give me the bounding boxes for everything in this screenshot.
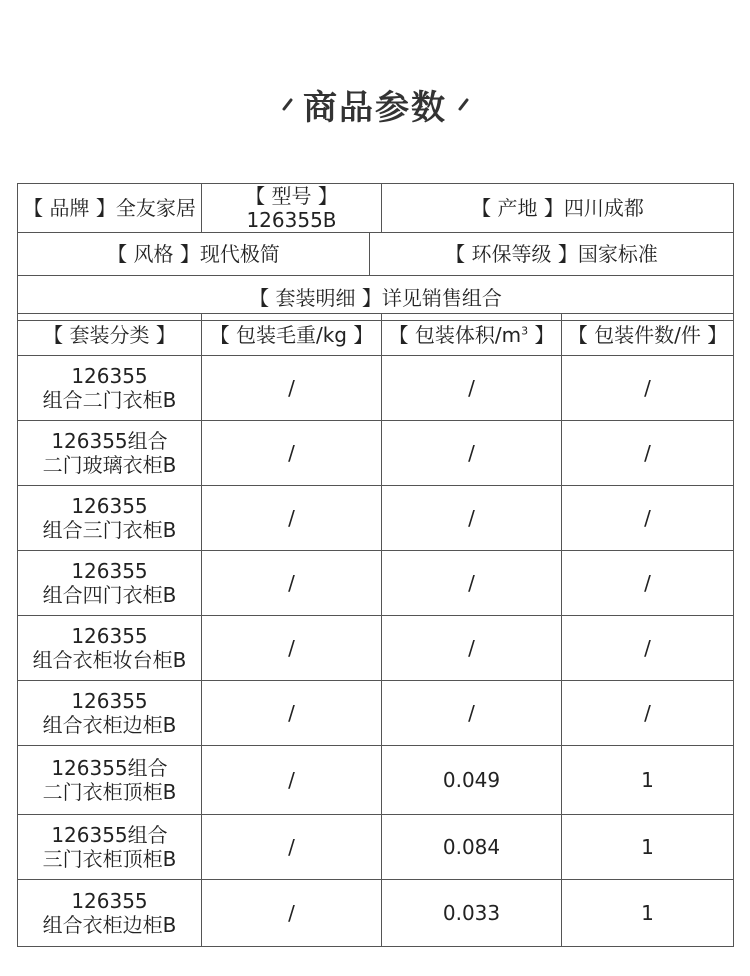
category-name-line1: 126355 (71, 624, 148, 648)
category-cell (18, 356, 202, 421)
table-row (18, 421, 734, 486)
category-name-line1: 126355 (71, 494, 148, 518)
table-row (18, 815, 734, 880)
volume-cell: 0.033 (382, 880, 562, 947)
category-cell (18, 616, 202, 681)
category-cell (18, 880, 202, 947)
volume-cell: 0.084 (382, 815, 562, 880)
table-row (18, 356, 734, 421)
category-name-line2: 组合衣柜边柜B (42, 713, 177, 737)
volume-cell: 0.049 (382, 746, 562, 815)
volume-cell: / (382, 486, 562, 551)
count-cell: / (562, 616, 734, 681)
slash-decoration-icon (281, 97, 293, 111)
column-header-volume (382, 314, 562, 356)
column-header-category: 【 套装分类 】 (18, 314, 202, 356)
column-header-weight: 【 包装毛重/kg 】 (202, 314, 382, 356)
weight-cell: / (202, 746, 382, 815)
category-name-line1: 126355 (71, 689, 148, 713)
package-table (17, 313, 734, 947)
category-name-line2: 三门衣柜顶柜B (42, 847, 177, 871)
weight-cell: / (202, 356, 382, 421)
page-title: 商品参数 (303, 87, 447, 128)
table-row (18, 551, 734, 616)
category-name-line1: 126355组合 (51, 429, 168, 453)
count-cell: / (562, 356, 734, 421)
volume-cell: / (382, 616, 562, 681)
count-cell: 1 (562, 746, 734, 815)
column-header-count: 【 包装件数/件 】 (562, 314, 734, 356)
weight-cell: / (202, 815, 382, 880)
table-row (18, 681, 734, 746)
origin-cell: 【 产地 】四川成都 (382, 184, 734, 233)
volume-cell: / (382, 421, 562, 486)
set-detail-cell: 【 套装明细 】详见销售组合 (18, 276, 734, 321)
table-header-row (18, 314, 734, 356)
category-name-line1: 126355 (71, 559, 148, 583)
category-cell (18, 746, 202, 815)
category-name-line2: 组合三门衣柜B (42, 518, 177, 542)
volume-header-sup: 3 (521, 323, 529, 337)
weight-cell: / (202, 681, 382, 746)
category-name-line2: 二门玻璃衣柜B (42, 453, 177, 477)
category-cell (18, 421, 202, 486)
weight-cell: / (202, 421, 382, 486)
table-row (18, 880, 734, 947)
weight-cell: / (202, 486, 382, 551)
count-cell: / (562, 551, 734, 616)
model-cell: 【 型号 】126355B (202, 184, 382, 233)
category-name-line2: 组合衣柜妆台柜B (32, 648, 187, 672)
count-cell: / (562, 421, 734, 486)
weight-cell: / (202, 616, 382, 681)
spec-table (17, 183, 734, 321)
category-name-line1: 126355 (71, 889, 148, 913)
volume-cell: / (382, 681, 562, 746)
category-cell (18, 815, 202, 880)
table-row (18, 746, 734, 815)
count-cell: 1 (562, 880, 734, 947)
category-cell (18, 551, 202, 616)
weight-cell: / (202, 551, 382, 616)
count-cell: / (562, 681, 734, 746)
style-cell: 【 风格 】现代极简 (18, 233, 370, 276)
weight-cell: / (202, 880, 382, 947)
category-name-line2: 组合二门衣柜B (42, 388, 177, 412)
info-row-style (18, 233, 734, 276)
slash-decoration-icon (457, 97, 469, 111)
category-cell (18, 681, 202, 746)
category-name-line2: 二门衣柜顶柜B (42, 780, 177, 804)
volume-cell: / (382, 551, 562, 616)
category-name-line2: 组合四门衣柜B (42, 583, 177, 607)
table-row (18, 486, 734, 551)
category-name-line1: 126355 (71, 364, 148, 388)
volume-header-prefix: 【 包装体积/m (388, 322, 522, 347)
info-row-basic (18, 184, 734, 233)
table-row (18, 616, 734, 681)
category-name-line2: 组合衣柜边柜B (42, 913, 177, 937)
count-cell: / (562, 486, 734, 551)
volume-header-suffix: 】 (528, 322, 555, 347)
brand-cell: 【 品牌 】全友家居 (18, 184, 202, 233)
category-cell (18, 486, 202, 551)
page-title-bar (0, 76, 750, 132)
volume-cell: / (382, 356, 562, 421)
category-name-line1: 126355组合 (51, 823, 168, 847)
eco-level-cell: 【 环保等级 】国家标准 (370, 233, 734, 276)
category-name-line1: 126355组合 (51, 756, 168, 780)
count-cell: 1 (562, 815, 734, 880)
